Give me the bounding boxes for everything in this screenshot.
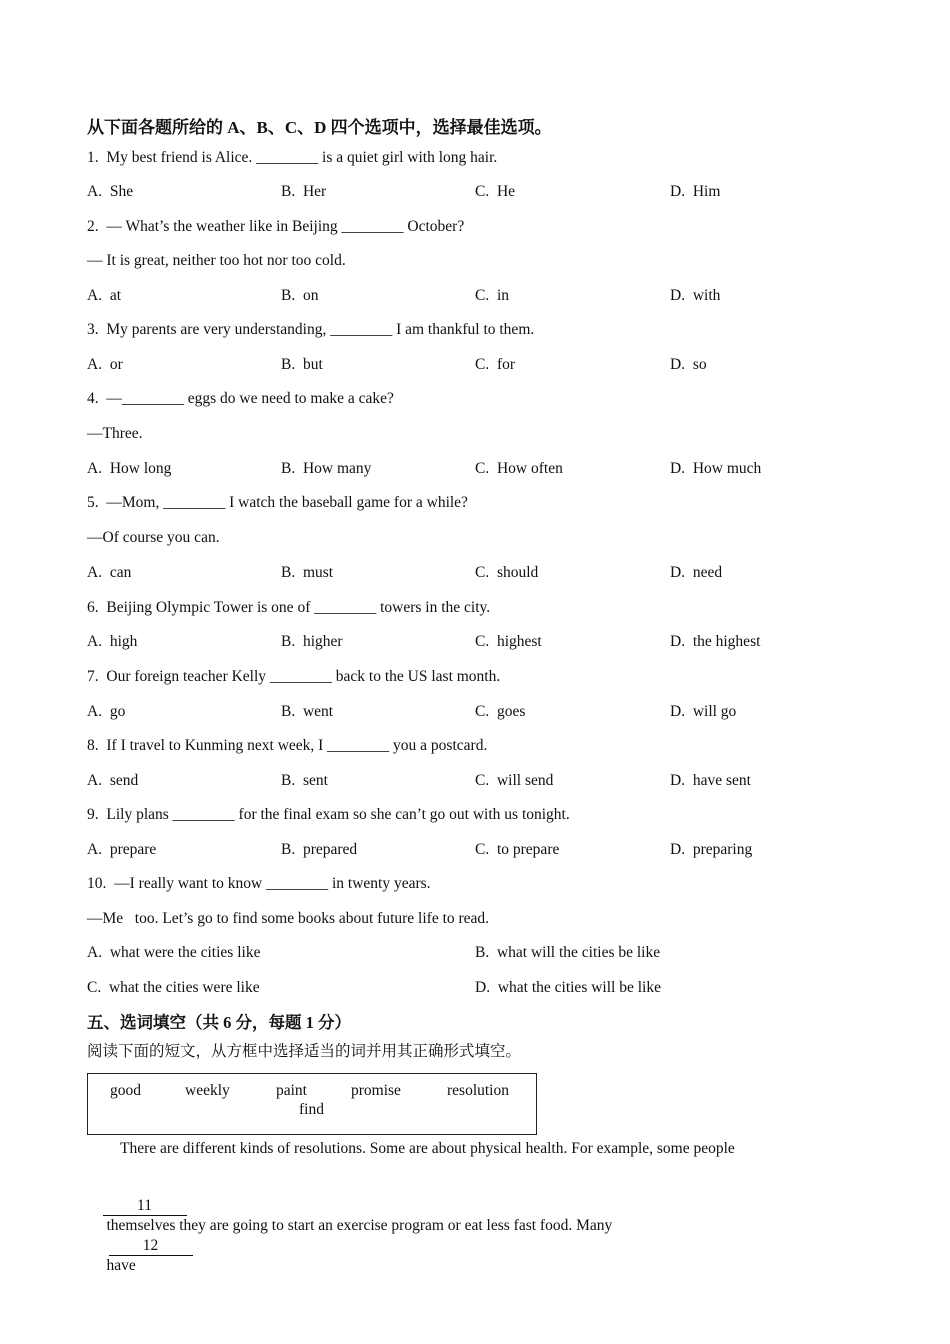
blank-11[interactable]: 11 <box>103 1197 187 1216</box>
option-a: A. How long <box>87 460 172 477</box>
option-c: C. in <box>475 287 510 304</box>
option-d: D. the highest <box>670 633 761 650</box>
option-d: D. How much <box>670 460 762 477</box>
word-bank-item: promise <box>351 1082 401 1099</box>
question-stem: 6. Beijing Olympic Tower is one of ________ towers in the city. <box>87 599 491 616</box>
option-b: B. higher <box>281 633 343 650</box>
question-stem: 8. If I travel to Kunming next week, I ________ you a postcard. <box>87 737 488 754</box>
question-stem: 1. My best friend is Alice. ________ is a quiet girl with long hair. <box>87 149 498 166</box>
option-d: D. need <box>670 564 723 581</box>
section-instruction: 从下面各题所给的 A、B、C、D 四个选项中，选择最佳选项。 <box>87 118 552 137</box>
option-c: C. should <box>475 564 539 581</box>
word-bank-item: weekly <box>185 1082 230 1099</box>
option-d: D. so <box>670 356 707 373</box>
option-c: C. How often <box>475 460 563 477</box>
option-d: D. will go <box>670 703 737 720</box>
option-c: C. what the cities were like <box>87 979 260 996</box>
option-d: D. what the cities will be like <box>475 979 661 996</box>
option-a: A. can <box>87 564 132 581</box>
option-b: B. what will the cities be like <box>475 944 661 961</box>
option-d: D. with <box>670 287 721 304</box>
question-stem: 10. —I really want to know ________ in twenty years. <box>87 875 431 892</box>
question-stem: 4. —________ eggs do we need to make a cake? <box>87 390 394 407</box>
word-bank-item: paint <box>276 1082 307 1099</box>
passage-line: There are different kinds of resolutions. Some are about physical health. For example, some people <box>120 1140 735 1157</box>
word-bank-item: resolution <box>447 1082 509 1099</box>
option-b: B. sent <box>281 772 328 789</box>
option-a: A. at <box>87 287 122 304</box>
passage-text: have <box>106 1257 136 1274</box>
question-stem-line-2: —Me too. Let’s go to find some books about future life to read. <box>87 910 490 927</box>
option-a: A. She <box>87 183 134 200</box>
option-a: A. prepare <box>87 841 157 858</box>
option-a: A. or <box>87 356 123 373</box>
option-a: A. what were the cities like <box>87 944 261 961</box>
question-stem-line-2: —Three. <box>87 425 143 442</box>
option-a: A. send <box>87 772 139 789</box>
word-bank-box <box>87 1073 537 1135</box>
option-b: B. on <box>281 287 319 304</box>
passage-text: themselves they are going to start an exercise program or eat less fast food. Many <box>106 1217 613 1234</box>
word-bank-item: good <box>110 1082 141 1099</box>
option-b: B. but <box>281 356 323 373</box>
option-b: B. How many <box>281 460 372 477</box>
question-stem-line-2: — It is great, neither too hot nor too cold. <box>87 252 346 269</box>
section-instruction: 阅读下面的短文，从方框中选择适当的词并用其正确形式填空。 <box>87 1043 522 1060</box>
option-a: A. high <box>87 633 138 650</box>
option-d: D. have sent <box>670 772 751 789</box>
option-c: C. He <box>475 183 516 200</box>
question-stem: 3. My parents are very understanding, ________ I am thankful to them. <box>87 321 535 338</box>
option-a: A. go <box>87 703 126 720</box>
option-d: D. Him <box>670 183 721 200</box>
blank-12[interactable]: 12 <box>109 1237 193 1256</box>
question-stem: 9. Lily plans ________ for the final exam so she can’t go out with us tonight. <box>87 806 570 823</box>
word-bank-item: find <box>299 1101 324 1118</box>
question-stem: 7. Our foreign teacher Kelly ________ back to the US last month. <box>87 668 501 685</box>
option-c: C. goes <box>475 703 526 720</box>
section-title: 五、选词填空（共 6 分，每题 1 分） <box>87 1013 351 1032</box>
passage-line <box>87 1176 612 1296</box>
option-d: D. preparing <box>670 841 753 858</box>
option-c: C. to prepare <box>475 841 560 858</box>
option-b: B. must <box>281 564 334 581</box>
question-stem: 2. — What’s the weather like in Beijing ________ October? <box>87 218 465 235</box>
option-b: B. prepared <box>281 841 358 858</box>
option-c: C. for <box>475 356 516 373</box>
option-c: C. will send <box>475 772 554 789</box>
question-stem-line-2: —Of course you can. <box>87 529 220 546</box>
option-c: C. highest <box>475 633 542 650</box>
question-stem: 5. —Mom, ________ I watch the baseball game for a while? <box>87 494 468 511</box>
option-b: B. Her <box>281 183 327 200</box>
option-b: B. went <box>281 703 334 720</box>
